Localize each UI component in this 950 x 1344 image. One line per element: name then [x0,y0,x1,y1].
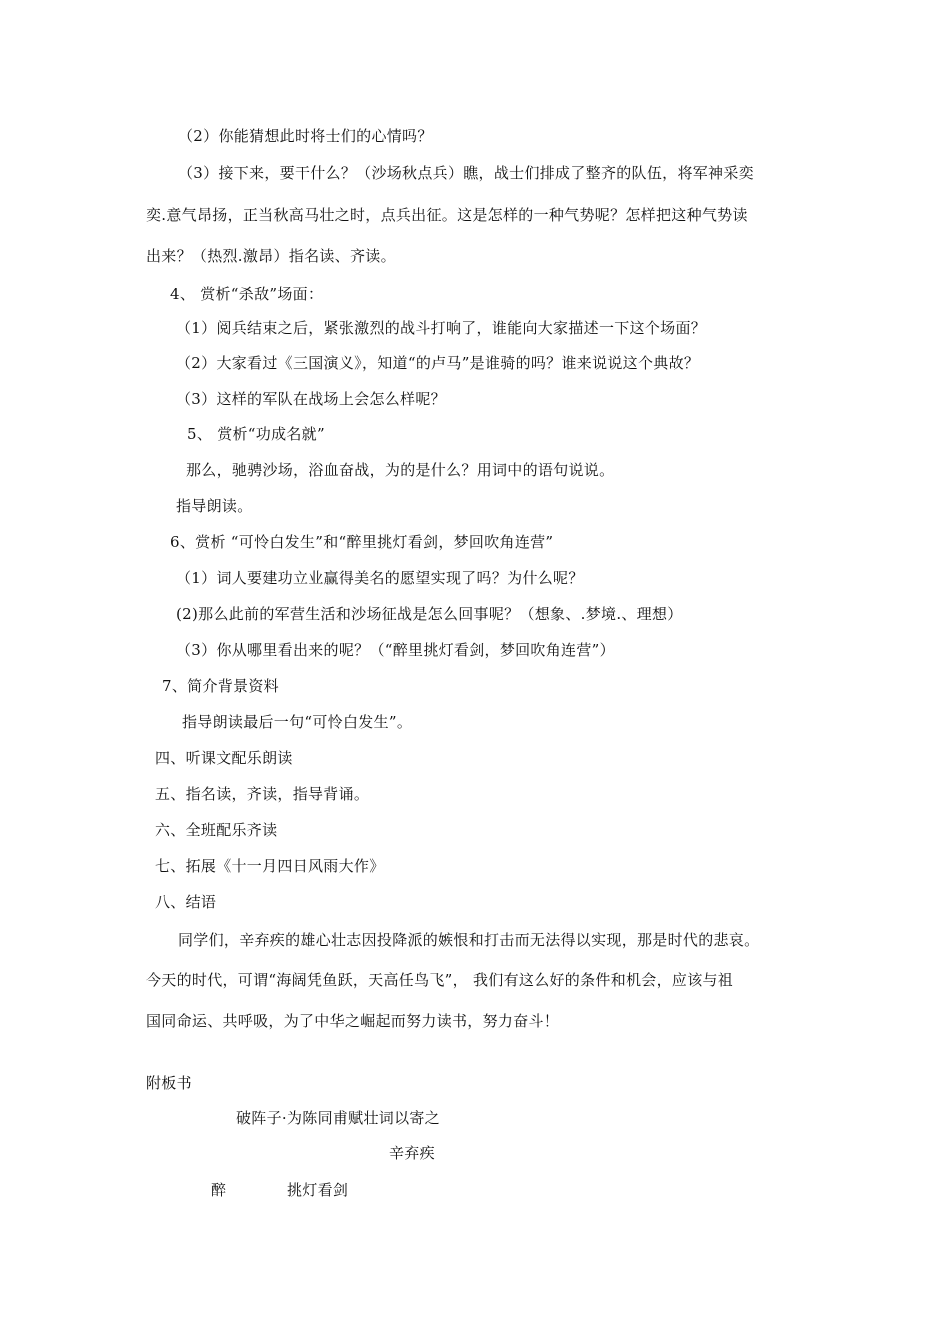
item-line: （3）你从哪里看出来的呢？（“醉里挑灯看剑，梦回吹角连营”） [176,641,615,659]
section-heading-eight: 八、结语 [155,893,217,911]
section-heading-4: 4、 赏析“杀敌”场面： [170,285,324,303]
section-heading-six: 六、全班配乐齐读 [155,821,278,839]
blackboard-phrase: 挑灯看剑 [287,1181,349,1199]
body-line: 那么，驰骋沙场，浴血奋战，为的是什么？用词中的语句说说。 [186,461,615,479]
paragraph-continuation-line: 奕.意气昂扬，正当秋高马壮之时，点兵出征。这是怎样的一种气势呢？怎样把这种气势读 [146,206,748,224]
blackboard-word: 醉 [211,1181,227,1199]
conclusion-line: 今天的时代，可谓“海阔凭鱼跃，天高任鸟飞”， 我们有这么好的条件和机会，应该与祖 [146,971,734,989]
poem-author: 辛弃疾 [389,1144,435,1162]
poem-title: 破阵子·为陈同甫赋壮词以寄之 [236,1109,440,1127]
conclusion-line: 国同命运、共呼吸，为了中华之崛起而努力读书，努力奋斗！ [146,1012,560,1030]
section-heading-four: 四、听课文配乐朗读 [155,749,293,767]
question-3-line: （3）接下来，要干什么？（沙场秋点兵）瞧，战士们排成了整齐的队伍，将军神采奕 [178,164,754,182]
body-line: 指导朗读最后一句“可怜白发生”。 [182,713,413,731]
section-heading-five: 五、指名读，齐读，指导背诵。 [155,785,370,803]
item-line: （2）大家看过《三国演义》，知道“的卢马”是谁骑的吗？谁来说说这个典故？ [176,354,700,372]
section-heading-seven: 七、拓展《十一月四日风雨大作》 [155,857,385,875]
item-line: （1）阅兵结束之后，紧张激烈的战斗打响了，谁能向大家描述一下这个场面？ [176,319,707,337]
section-heading-7: 7、简介背景资料 [162,677,279,695]
blackboard-heading: 附板书 [146,1074,192,1092]
item-line: （3）这样的军队在战场上会怎么样呢？ [176,390,446,408]
conclusion-line: 同学们，辛弃疾的雄心壮志因投降派的嫉恨和打击而无法得以实现，那是时代的悲哀。 [178,931,760,949]
body-line: 指导朗读。 [176,497,253,515]
section-heading-5: 5、 赏析“功成名就” [187,425,325,443]
paragraph-continuation-line: 出来？（热烈.激昂）指名读、齐读。 [146,247,396,265]
question-2-line: （2）你能猜想此时将士们的心情吗？ [178,127,433,145]
section-heading-6: 6、赏析 “可怜白发生”和“醉里挑灯看剑，梦回吹角连营” [170,533,554,551]
item-line: （1）词人要建功立业赢得美名的愿望实现了吗？为什么呢？ [176,569,584,587]
item-line: (2)那么此前的军营生活和沙场征战是怎么回事呢？（想象、.梦境.、理想） [176,605,683,623]
